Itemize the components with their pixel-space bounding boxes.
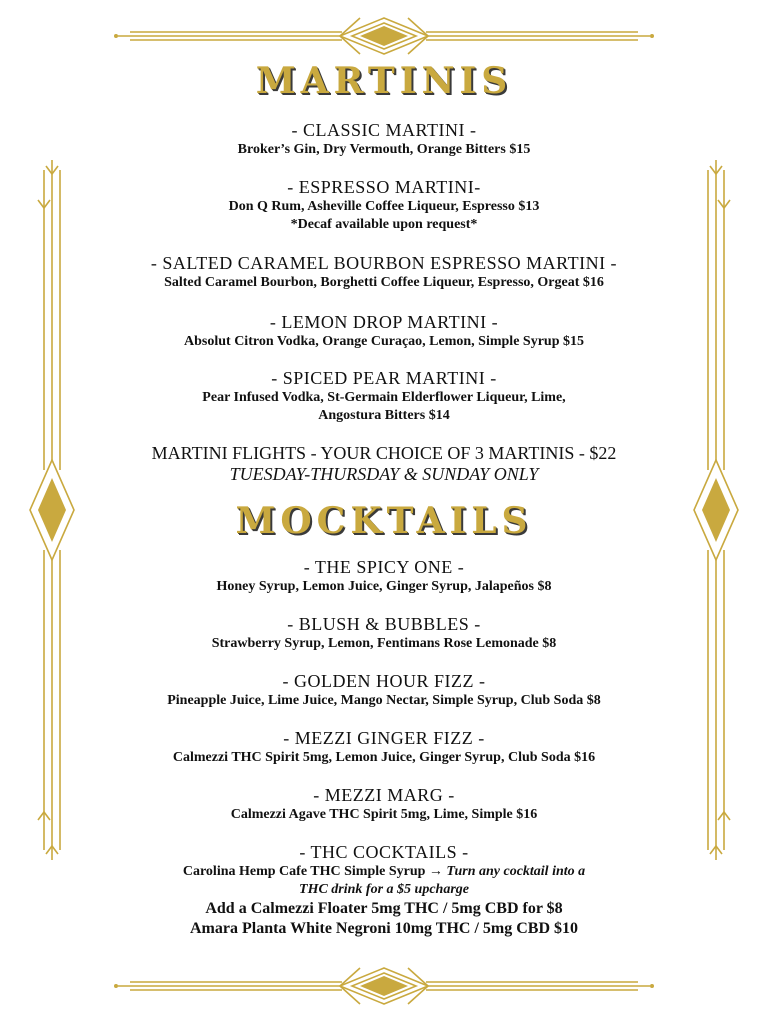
- item-description: Broker’s Gin, Dry Vermouth, Orange Bitters $15: [237, 142, 531, 157]
- menu-item-spicy-one: [90, 557, 678, 596]
- art-deco-pillar-left-icon: [26, 160, 78, 860]
- item-description: Honey Syrup, Lemon Juice, Ginger Syrup, Jalapeños $8: [216, 579, 552, 594]
- art-deco-border-bottom-icon: [110, 964, 658, 1010]
- menu-item-espresso-martini: [90, 177, 678, 234]
- item-description: Don Q Rum, Asheville Coffee Liqueur, Espresso $13: [228, 199, 540, 214]
- thc-line-1-italic: Turn any cocktail into a: [446, 864, 586, 879]
- mocktails-heading: MOCKTAILS: [235, 500, 533, 542]
- item-description: Calmezzi THC Spirit 5mg, Lemon Juice, Ginger Syrup, Club Soda $16: [172, 750, 596, 765]
- item-description: Pear Infused Vodka, St-Germain Elderflower Liqueur, Lime,: [202, 390, 566, 405]
- flights-days: TUESDAY-THURSDAY & SUNDAY ONLY: [229, 464, 539, 484]
- item-description: Strawberry Syrup, Lemon, Fentimans Rose Lemonade $8: [211, 636, 557, 651]
- menu-item-mezzi-ginger-fizz: [90, 728, 678, 767]
- thc-floater-line: Add a Calmezzi Floater 5mg THC / 5mg CBD for $8: [205, 900, 563, 917]
- thc-line-1-plain: Carolina Hemp Cafe THC Simple Syrup →: [182, 864, 447, 879]
- menu-item-golden-hour-fizz: [90, 671, 678, 710]
- item-name: - SALTED CARAMEL BOURBON ESPRESSO MARTINI -: [150, 253, 618, 273]
- art-deco-pillar-right-icon: [690, 160, 742, 860]
- item-name: - BLUSH & BUBBLES -: [287, 614, 481, 634]
- item-name: - THE SPICY ONE -: [303, 557, 465, 577]
- item-name: - SPICED PEAR MARTINI -: [271, 368, 497, 388]
- menu-item-spiced-pear-martini: [90, 368, 678, 425]
- item-description: Salted Caramel Bourbon, Borghetti Coffee Liqueur, Espresso, Orgeat $16: [164, 275, 604, 290]
- item-name: - ESPRESSO MARTINI-: [287, 177, 481, 197]
- art-deco-border-top-icon: [110, 14, 658, 60]
- item-description: Calmezzi Agave THC Spirit 5mg, Lime, Simple $16: [230, 807, 538, 822]
- item-name: - THC COCKTAILS -: [299, 842, 469, 862]
- item-description: Absolut Citron Vodka, Orange Curaçao, Lemon, Simple Syrup $15: [184, 334, 584, 349]
- menu-item-classic-martini: [90, 120, 678, 159]
- item-name: - MEZZI GINGER FIZZ -: [283, 728, 485, 748]
- item-description: Pineapple Juice, Lime Juice, Mango Nectar, Simple Syrup, Club Soda $8: [167, 693, 601, 708]
- item-name: - GOLDEN HOUR FIZZ -: [282, 671, 486, 691]
- martini-flights: [90, 443, 678, 485]
- item-note: *Decaf available upon request*: [290, 217, 478, 232]
- item-description-cont: Angostura Bitters $14: [318, 408, 450, 423]
- item-name: - MEZZI MARG -: [313, 785, 455, 805]
- menu-item-thc-cocktails: [90, 842, 678, 939]
- menu-item-lemon-drop-martini: [90, 312, 678, 351]
- thc-line-1: [90, 863, 678, 881]
- martinis-heading: MARTINIS: [255, 60, 513, 102]
- menu-item-mezzi-marg: [90, 785, 678, 824]
- item-name: - CLASSIC MARTINI -: [291, 120, 477, 140]
- flights-line: MARTINI FLIGHTS - YOUR CHOICE OF 3 MARTINIS - $22: [151, 443, 617, 463]
- thc-negroni-line: Amara Planta White Negroni 10mg THC / 5mg CBD $10: [190, 920, 578, 937]
- thc-line-2: THC drink for a $5 upcharge: [299, 882, 469, 897]
- item-name: - LEMON DROP MARTINI -: [269, 312, 499, 332]
- menu-item-salted-caramel-martini: [90, 253, 678, 292]
- menu-item-blush-bubbles: [90, 614, 678, 653]
